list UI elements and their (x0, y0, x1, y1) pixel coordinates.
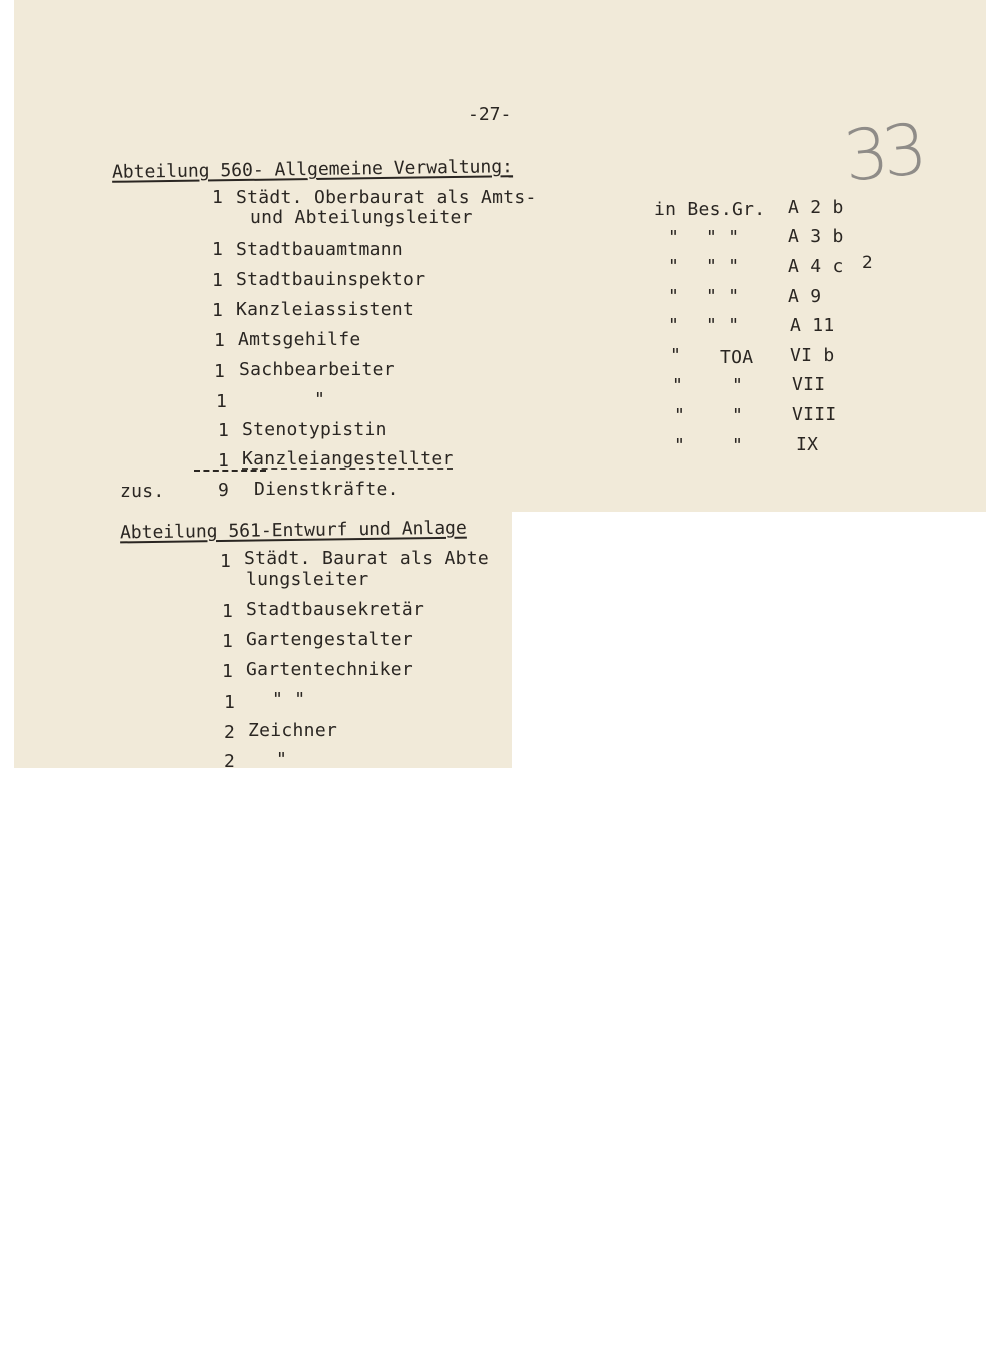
row-count: 1 (212, 270, 224, 291)
row-title: Zeichner (248, 720, 338, 741)
row-col-a: in Bes.Gr. (654, 199, 766, 220)
row-col-b: " (732, 435, 744, 456)
row-count: 1 (224, 692, 236, 713)
row-col-c: IX (796, 434, 819, 455)
row-title: Städt. Baurat als Abte (244, 548, 490, 569)
row-col-c: A 3 b (788, 226, 844, 247)
row-col-a: " (672, 375, 684, 396)
row-title-continued: und Abteilungsleiter (250, 207, 473, 228)
document-page-top (14, 0, 986, 512)
row-count: 1 (222, 601, 234, 622)
row-col-b: TOA (720, 347, 754, 368)
handwritten-note: 2 (862, 253, 873, 273)
row-title: Stenotypistin (242, 419, 387, 440)
row-col-c: VI b (790, 345, 835, 366)
row-title: Stadtbausekretär (246, 599, 425, 620)
row-col-c: VIII (792, 404, 837, 425)
row-col-a: " (668, 256, 680, 277)
row-col-b: " " (706, 315, 740, 336)
row-title: Stadtbauinspektor (236, 269, 426, 290)
row-count: 1 (212, 239, 224, 260)
page-number: -27- (468, 104, 512, 125)
row-col-b: " " (706, 256, 740, 277)
row-count: 1 (222, 631, 234, 652)
row-col-b: " " (706, 286, 740, 307)
sum-rule (194, 470, 266, 472)
row-title-continued: lungsleiter (246, 569, 369, 590)
row-count: 1 (216, 391, 228, 412)
section-560-heading: Abteilung 560- Allgemeine Verwaltung: (111, 156, 514, 183)
document-page-bottom (14, 512, 512, 768)
row-count: 1 (212, 300, 224, 321)
row-col-a: " (670, 345, 682, 366)
total-text: Dienstkräfte. (254, 479, 399, 500)
section-561-heading: Abteilung 561-Entwurf und Anlage (119, 517, 467, 544)
row-col-a: " (674, 435, 686, 456)
row-col-c: A 9 (788, 286, 822, 307)
row-count: 2 (224, 751, 236, 768)
row-title: " " (272, 689, 306, 710)
total-label: zus. (120, 481, 165, 502)
row-title: Stadtbauamtmann (236, 239, 404, 260)
row-col-b: " " (706, 227, 740, 248)
total-count: 9 (218, 480, 230, 501)
row-count: 1 (212, 187, 224, 208)
row-title: " (314, 389, 326, 410)
row-col-b: " (732, 375, 744, 396)
row-title: Gartengestalter (246, 629, 414, 650)
archive-folio-number: 33 (839, 108, 926, 198)
row-count: 2 (224, 722, 236, 743)
row-title: Gartentechniker (246, 659, 414, 680)
row-count: 1 (220, 551, 232, 572)
row-count: 1 (222, 661, 234, 682)
row-col-a: " (668, 227, 680, 248)
row-count: 1 (214, 361, 226, 382)
row-title: Städt. Oberbaurat als Amts- (236, 187, 537, 208)
row-title: Sachbearbeiter (239, 359, 395, 380)
row-count: 1 (218, 450, 230, 471)
row-col-a: " (674, 405, 686, 426)
row-count: 1 (214, 330, 226, 351)
row-col-a: " (668, 315, 680, 336)
row-title: Kanzleiassistent (236, 299, 415, 320)
row-col-c: VII (792, 374, 826, 395)
row-count: 1 (218, 420, 230, 441)
row-col-c: A 2 b (788, 197, 844, 218)
row-title: Kanzleiangestellter (242, 448, 454, 469)
row-title: " (276, 749, 288, 768)
row-col-c: A 11 (790, 315, 835, 336)
row-title: Amtsgehilfe (238, 329, 361, 350)
row-col-b: " (732, 405, 744, 426)
row-col-a: " (668, 286, 680, 307)
row-col-c: A 4 c (788, 256, 844, 277)
